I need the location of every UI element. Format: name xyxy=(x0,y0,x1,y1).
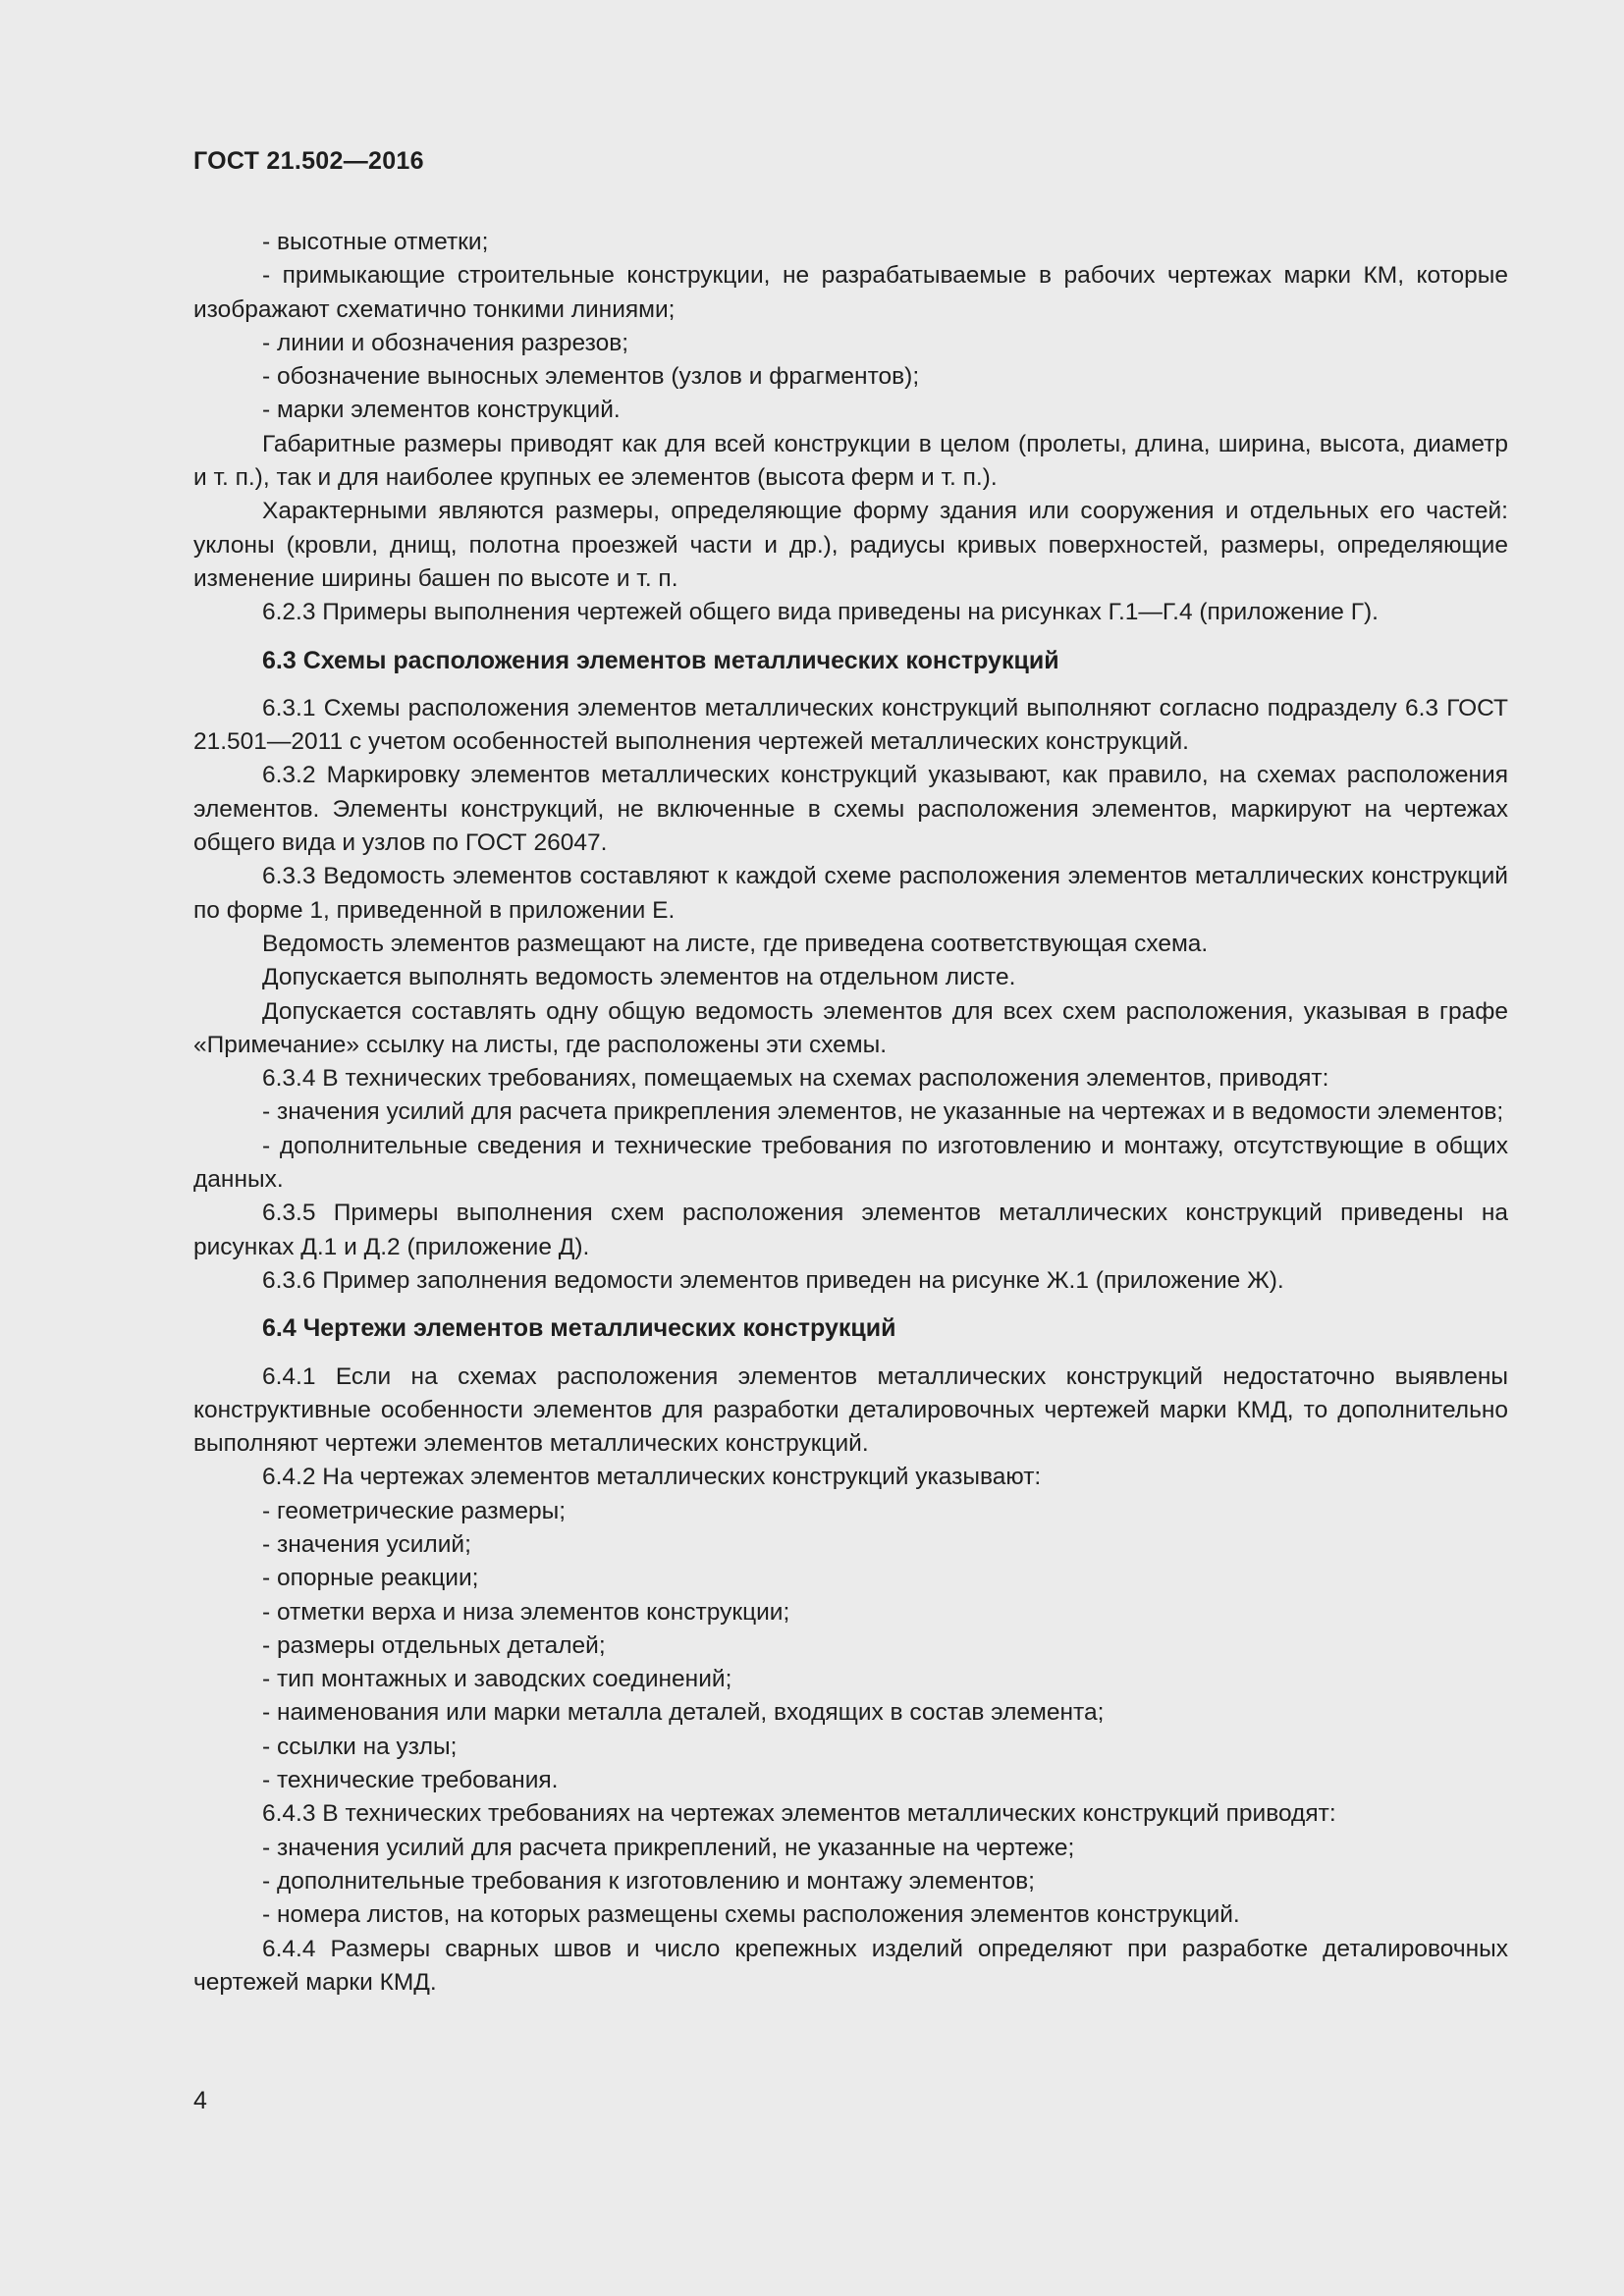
paragraph: 6.3.5 Примеры выполнения схем расположения элементов металлических конструкций приведены на рисунках Д.1 и Д.2 (приложение Д). xyxy=(193,1200,1508,1260)
list-item: - значения усилий для расчета прикреплений, не указанные на чертеже; xyxy=(262,1834,1075,1861)
paragraph: Допускается составлять одну общую ведомость элементов для всех схем расположения, указывая в графе «Примечание» ссылку на листы, где расположены эти схемы. xyxy=(193,997,1508,1058)
document-body xyxy=(193,226,1508,2000)
list-item: - марки элементов конструкций. xyxy=(262,397,621,424)
list-item: - обозначение выносных элементов (узлов и фрагментов); xyxy=(262,363,920,391)
list-item: - технические требования. xyxy=(262,1767,559,1794)
list-item: - дополнительные сведения и технические требования по изготовлению и монтажу, отсутствующие в общих данных. xyxy=(193,1132,1508,1194)
document-header: ГОСТ 21.502—2016 xyxy=(193,147,424,175)
list-item: - значения усилий для расчета прикрепления элементов, не указанные на чертежах и в ведомости элементов; xyxy=(262,1098,1504,1126)
page-number: 4 xyxy=(193,2087,207,2114)
paragraph: 6.3.1 Схемы расположения элементов металлических конструкций выполняют согласно подразделу 6.3 ГОСТ 21.501—2011 с учетом особенностей выполнения чертежей металлических конструкций. xyxy=(193,694,1508,756)
paragraph: Габаритные размеры приводят как для всей конструкции в целом (пролеты, длина, ширина, высота, диаметр и т. п.), так и для наиболее крупных ее элементов (высота ферм и т. п.). xyxy=(193,430,1508,492)
list-item: - значения усилий; xyxy=(262,1530,471,1558)
list-item: - номера листов, на которых размещены схемы расположения элементов конструкций. xyxy=(262,1901,1240,1929)
list-item: - размеры отдельных деталей; xyxy=(262,1631,606,1659)
list-item: - дополнительные требования к изготовлению и монтажу элементов; xyxy=(262,1867,1035,1895)
paragraph: Характерными являются размеры, определяющие форму здания или сооружения и отдельных его частей: уклоны (кровли, днищ, полотна проезжей части и др.), радиусы кривых поверхностей, размеры, определяющие изменение ширины башен по высоте и т. п. xyxy=(193,498,1508,592)
list-item: - ссылки на узлы; xyxy=(262,1733,458,1760)
list-item: - отметки верха и низа элементов конструкции; xyxy=(262,1598,790,1626)
paragraph: 6.3.2 Маркировку элементов металлических конструкций указывают, как правило, на схемах расположения элементов. Элементы конструкций, не включенные в схемы расположения элементов, маркируют на чертежах общего вида и узлов по ГОСТ 26047. xyxy=(193,762,1508,857)
paragraph: 6.3.6 Пример заполнения ведомости элементов приведен на рисунке Ж.1 (приложение Ж). xyxy=(262,1266,1284,1294)
list-item: - примыкающие строительные конструкции, не разрабатываемые в рабочих чертежах марки КМ, которые изображают схематично тонкими линиями; xyxy=(193,262,1508,323)
list-item: - опорные реакции; xyxy=(262,1565,479,1592)
paragraph: Допускается выполнять ведомость элементов на отдельном листе. xyxy=(262,964,1016,991)
paragraph: 6.3.3 Ведомость элементов составляют к каждой схеме расположения элементов металлических конструкций по форме 1, приведенной в приложении Е. xyxy=(193,863,1508,924)
paragraph: 6.4.1 Если на схемах расположения элементов металлических конструкций недостаточно выявлены конструктивные особенности элементов для разработки деталировочных чертежей марки КМД, то дополнительно выполняют чертежи элементов металлических конструкций. xyxy=(193,1362,1508,1458)
list-item: - тип монтажных и заводских соединений; xyxy=(262,1666,732,1693)
list-item: - высотные отметки; xyxy=(262,229,489,255)
paragraph: 6.4.4 Размеры сварных швов и число крепежных изделий определяют при разработке деталировочных чертежей марки КМД. xyxy=(193,1935,1508,1996)
section-heading-6-4: 6.4 Чертежи элементов металлических конструкций xyxy=(262,1314,896,1343)
paragraph: 6.3.4 В технических требованиях, помещаемых на схемах расположения элементов, приводят: xyxy=(262,1065,1329,1093)
paragraph: 6.4.3 В технических требованиях на чертежах элементов металлических конструкций приводят: xyxy=(262,1800,1336,1828)
list-item: - линии и обозначения разрезов; xyxy=(262,329,629,356)
paragraph: 6.4.2 На чертежах элементов металлических конструкций указывают: xyxy=(262,1464,1042,1491)
section-heading-6-3: 6.3 Схемы расположения элементов металлических конструкций xyxy=(262,646,1059,674)
paragraph: Ведомость элементов размещают на листе, где приведена соответствующая схема. xyxy=(262,930,1209,957)
list-item: - геометрические размеры; xyxy=(262,1497,567,1524)
paragraph: 6.2.3 Примеры выполнения чертежей общего вида приведены на рисунках Г.1—Г.4 (приложение Г). xyxy=(262,599,1379,626)
list-item: - наименования или марки металла деталей, входящих в состав элемента; xyxy=(262,1699,1105,1727)
